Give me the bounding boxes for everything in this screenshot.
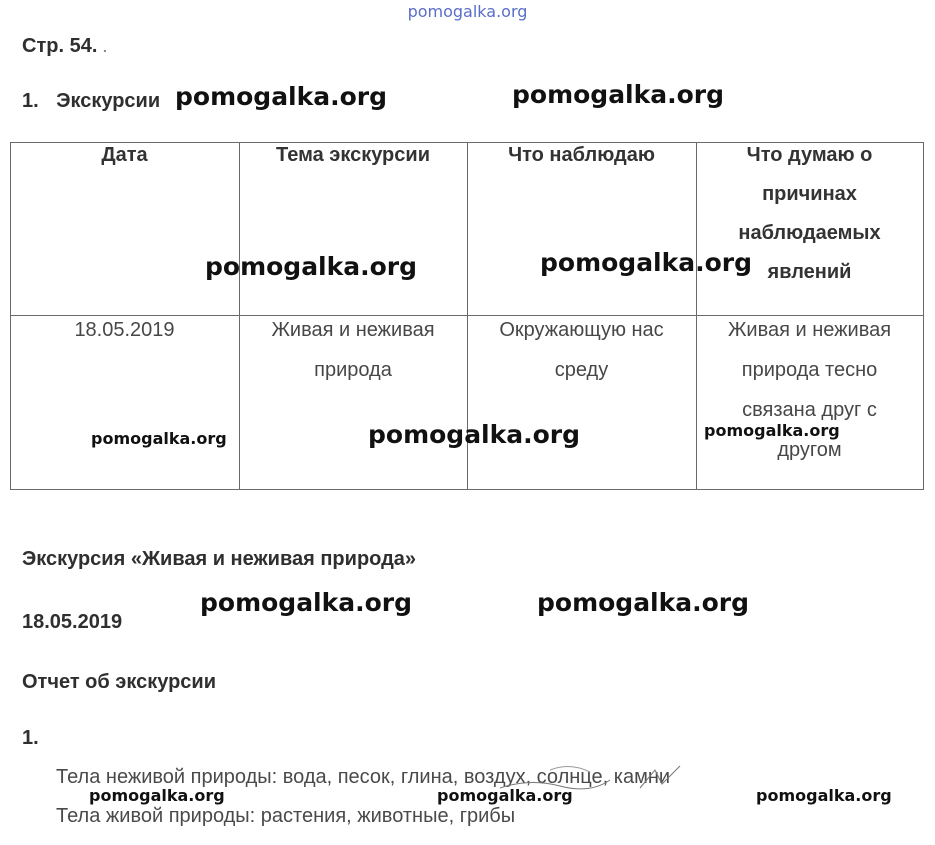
report-line-living: Тела живой природы: растения, животные, грибы	[56, 805, 516, 827]
watermark: pomogalka.org	[89, 786, 225, 805]
watermark: pomogalka.org	[200, 588, 413, 617]
excursion-table	[10, 142, 924, 490]
cell-theme	[239, 310, 467, 390]
excursion-title: Экскурсия «Живая и неживая природа»	[22, 548, 417, 570]
watermark: pomogalka.org	[437, 786, 573, 805]
header-think-line: наблюдаемых	[738, 222, 881, 244]
report-line-nonliving: Тела неживой природы: вода, песок, глина, воздух, солнце, камни	[56, 766, 671, 788]
report-number: 1.	[22, 727, 39, 749]
page-label	[22, 35, 107, 58]
cell-observe-line: среду	[554, 359, 609, 381]
cell-theme-line: природа	[314, 359, 392, 381]
watermark: pomogalka.org	[537, 588, 750, 617]
page-label-text: Стр. 54.	[22, 35, 98, 57]
cell-think-line: другом	[777, 439, 842, 461]
cell-think-line: природа тесно	[741, 359, 878, 381]
task-title: Экскурсии	[56, 90, 161, 112]
task-number: 1.	[22, 90, 39, 112]
cell-think-line: связана друг с	[742, 399, 877, 421]
header-theme: Тема экскурсии	[275, 144, 430, 166]
watermark: pomogalka.org	[205, 252, 418, 281]
table-border-right	[923, 142, 924, 490]
header-think	[696, 136, 923, 292]
cell-think	[696, 310, 923, 470]
excursion-date: 18.05.2019	[22, 611, 123, 633]
cell-observe-line: Окружающую нас	[499, 319, 664, 341]
header-think-line: явлений	[767, 261, 852, 283]
watermark: pomogalka.org	[175, 82, 388, 111]
header-think-line: Что думаю о	[746, 144, 873, 166]
pen-scribble-icon	[490, 758, 710, 798]
watermark: pomogalka.org	[540, 248, 753, 277]
page-label-dot: .	[102, 39, 107, 55]
task-heading	[22, 90, 160, 113]
watermark: pomogalka.org	[512, 80, 725, 109]
cell-theme-line: Живая и неживая	[271, 319, 435, 341]
header-think-line: причинах	[762, 183, 857, 205]
header-observe: Что наблюдаю	[508, 144, 655, 166]
watermark: pomogalka.org	[704, 421, 840, 440]
cell-date: 18.05.2019	[74, 319, 175, 341]
watermark: pomogalka.org	[756, 786, 892, 805]
watermark: pomogalka.org	[368, 420, 581, 449]
header-date: Дата	[101, 144, 148, 166]
cell-observe	[467, 310, 696, 390]
cell-think-line: Живая и неживая	[727, 319, 892, 341]
watermark: pomogalka.org	[91, 429, 227, 448]
report-title: Отчет об экскурсии	[22, 671, 217, 693]
top-watermark: pomogalka.org	[407, 2, 528, 21]
